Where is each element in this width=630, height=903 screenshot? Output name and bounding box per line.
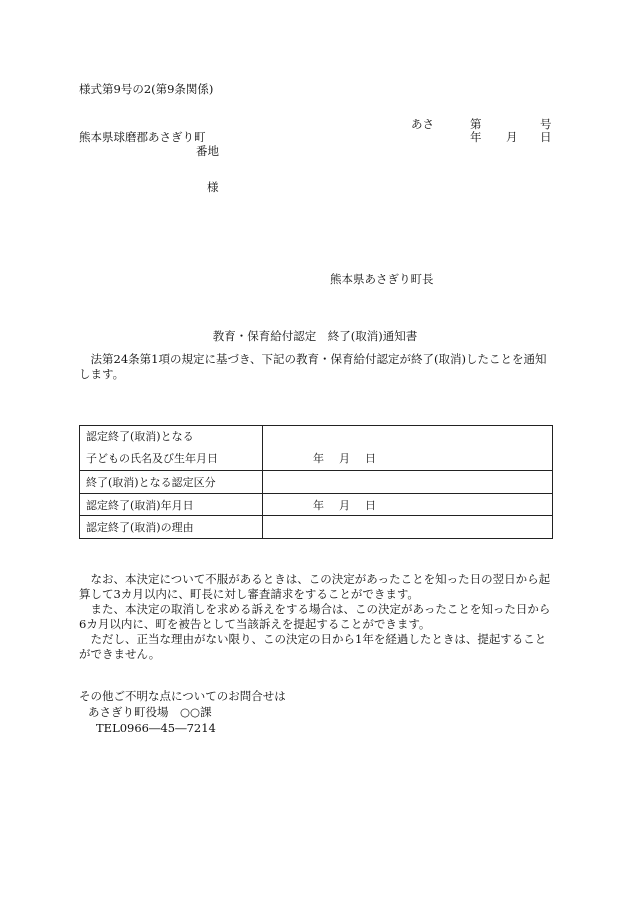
contact-heading: その他ご不明な点についてのお問合せは: [79, 689, 286, 703]
note-lawsuit: また、本決定の取消しを求める訴えをする場合は、この決定があったことを知った日から6カ月以内に、町を被告として当該訴えを提起することができます。: [79, 602, 551, 631]
date-day: 日: [365, 498, 376, 512]
sender-name: 熊本県あさぎり町長: [330, 272, 434, 286]
recipient-sama: 様: [207, 180, 219, 194]
table-label-line: 子どもの氏名及び生年月日: [86, 452, 218, 465]
table-row: [80, 494, 553, 516]
table-label-line: 認定終了(取消)となる: [86, 430, 194, 443]
document-title: 教育・保育給付認定 終了(取消)通知書: [212, 329, 418, 343]
note-appeal: なお、本決定について不服があるときは、この決定があったことを知った日の翌日から起算して3カ月以内に、町長に対し審査請求をすることができます。: [79, 572, 551, 601]
contact-tel: TEL0966―45―7214: [96, 721, 216, 735]
table-label-category: 終了(取消)となる認定区分: [80, 471, 263, 494]
date-year: 年: [313, 498, 324, 512]
doc-ref-go: 号: [540, 117, 552, 131]
doc-ref-dai: 第: [470, 117, 482, 131]
certification-table: [79, 425, 553, 539]
date-month: 月: [339, 498, 350, 512]
table-label-end-date: 認定終了(取消)年月日: [80, 494, 263, 516]
doc-ref-prefix: あさ: [411, 117, 434, 131]
doc-date-day: 日: [540, 130, 552, 144]
table-row: [80, 471, 553, 494]
doc-date-month: 月: [506, 130, 518, 144]
table-value-child-birthdate[interactable]: [263, 426, 553, 471]
table-value-category[interactable]: [263, 471, 553, 494]
table-value-reason[interactable]: [263, 516, 553, 539]
table-row: [80, 516, 553, 539]
form-number: 様式第9号の2(第9条関係): [79, 82, 214, 96]
note-time-limit: ただし、正当な理由がない限り、この決定の日から1年を経過したときは、提起することができません。: [79, 632, 547, 661]
doc-date-year: 年: [470, 130, 482, 144]
table-row: [80, 426, 553, 471]
table-label-child: [80, 426, 263, 471]
date-month: 月: [339, 452, 350, 465]
table-label-reason: 認定終了(取消)の理由: [80, 516, 263, 539]
intro-paragraph: 法第24条第1項の規定に基づき、下記の教育・保育給付認定が終了(取消)したことを通知します。: [79, 352, 547, 381]
date-day: 日: [365, 452, 376, 465]
recipient-address: 熊本県球磨郡あさぎり町: [79, 130, 206, 144]
date-year: 年: [313, 452, 324, 465]
recipient-banchi: 番地: [196, 144, 219, 158]
table-value-end-date[interactable]: [263, 494, 553, 516]
contact-office: あさぎり町役場 ○○課: [88, 705, 212, 719]
